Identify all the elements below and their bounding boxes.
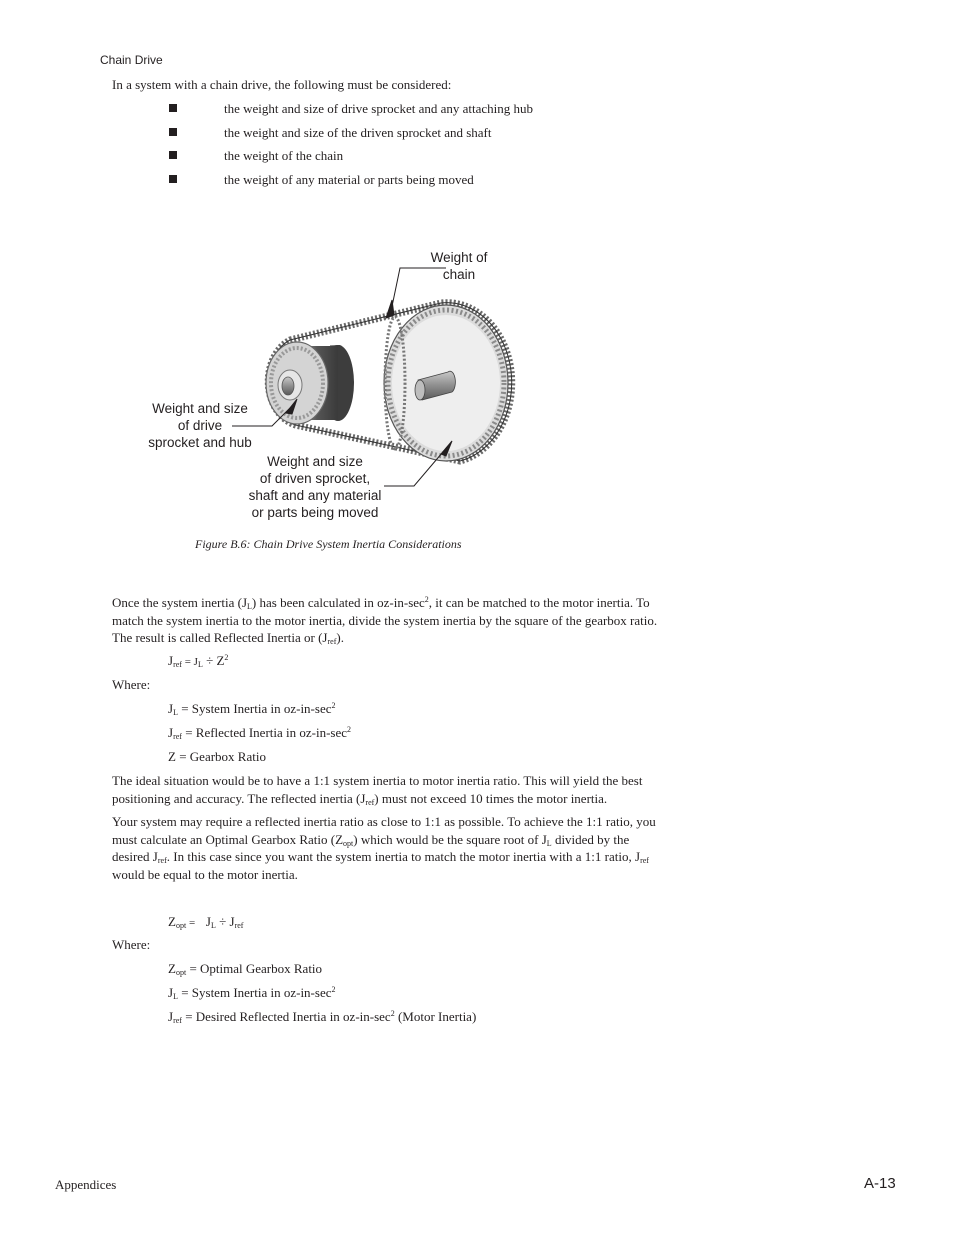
formula-optimal-gearbox: $Z_{opt} = J_L \div J_{ref}$	[168, 914, 244, 930]
where-label: Where:	[112, 937, 151, 952]
callout-chain-weight: Weight of chain	[430, 250, 488, 282]
figure-caption: Figure B.6: Chain Drive System Inertia Considerations	[195, 537, 462, 551]
list-item: Z = Gearbox Ratio	[168, 749, 266, 764]
intro-text: In a system with a chain drive, the following must be considered:	[112, 77, 452, 92]
page-number: A-13	[864, 1175, 896, 1192]
chain-drive-illustration	[0, 240, 954, 530]
list-item: $Z_{opt}$ = Optimal Gearbox Ratio	[168, 961, 323, 977]
list-item: $J_{ref}$ = Reflected Inertia in $oz-in-\sec^2$	[168, 725, 352, 741]
callout-driven-sprocket: Weight and size of driven sprocket, shaft and any material or parts being moved	[248, 454, 382, 520]
callout-drive-sprocket: Weight and size of drive sprocket and hub	[148, 401, 252, 450]
list-item: $J_L$ = System Inertia in $oz-in-\sec^2$	[168, 701, 336, 717]
section-heading: Chain Drive	[100, 53, 163, 67]
where-label: Where:	[112, 677, 151, 692]
list-item: the weight and size of the driven sprocket and shaft	[224, 125, 492, 140]
list-item: the weight of the chain	[224, 148, 344, 163]
paragraph-ideal-ratio: The ideal situation would be to have a 1:1 system inertia to motor inertia ratio. This will yield the best positioning and accuracy. The reflected inertia $(J_{ref})$ must not exceed 10 times the motor inertia.	[112, 773, 643, 807]
bullet-marker	[169, 104, 177, 112]
formula-reflected-inertia: $J_{ref} = J_L \div Z^2$	[168, 653, 229, 669]
drive-sprocket	[266, 342, 354, 424]
bullet-marker	[169, 175, 177, 183]
footer-section-label: Appendices	[55, 1177, 117, 1192]
paragraph-system-inertia: Once the system inertia $(J_L)$ has been calculated in $oz-in-\sec^2$, it can be matched to the motor inertia. To match the system inertia to the motor inertia, divide the system inertia by the square of the gearbox ratio. The result is called Reflected Inertia or $(J_{ref})$.	[112, 595, 658, 646]
bullet-marker	[169, 151, 177, 159]
list-item: the weight and size of drive sprocket and any attaching hub	[224, 101, 534, 116]
list-item: $J_L$ = System Inertia in $oz-in-\sec^2$	[168, 985, 336, 1001]
bullet-marker	[169, 128, 177, 136]
list-item: $J_{ref}$ = Desired Reflected Inertia in $oz-in-\sec^2$ (Motor Inertia)	[168, 1009, 477, 1025]
paragraph-optimal-ratio: Your system may require a reflected inertia ratio as close to 1:1 as possible. To achieve the 1:1 ratio, you must calculate an Optimal Gearbox Ratio $(Z_{opt})$ which would be the square root of $J_L$ divided by the desired $J_{ref}$. In this case since you want the system inertia to match the motor inertia with a 1:1 ratio, $J_{ref}$ would be equal to the motor inertia.	[112, 814, 656, 882]
list-item: the weight of any material or parts being moved	[224, 172, 474, 187]
